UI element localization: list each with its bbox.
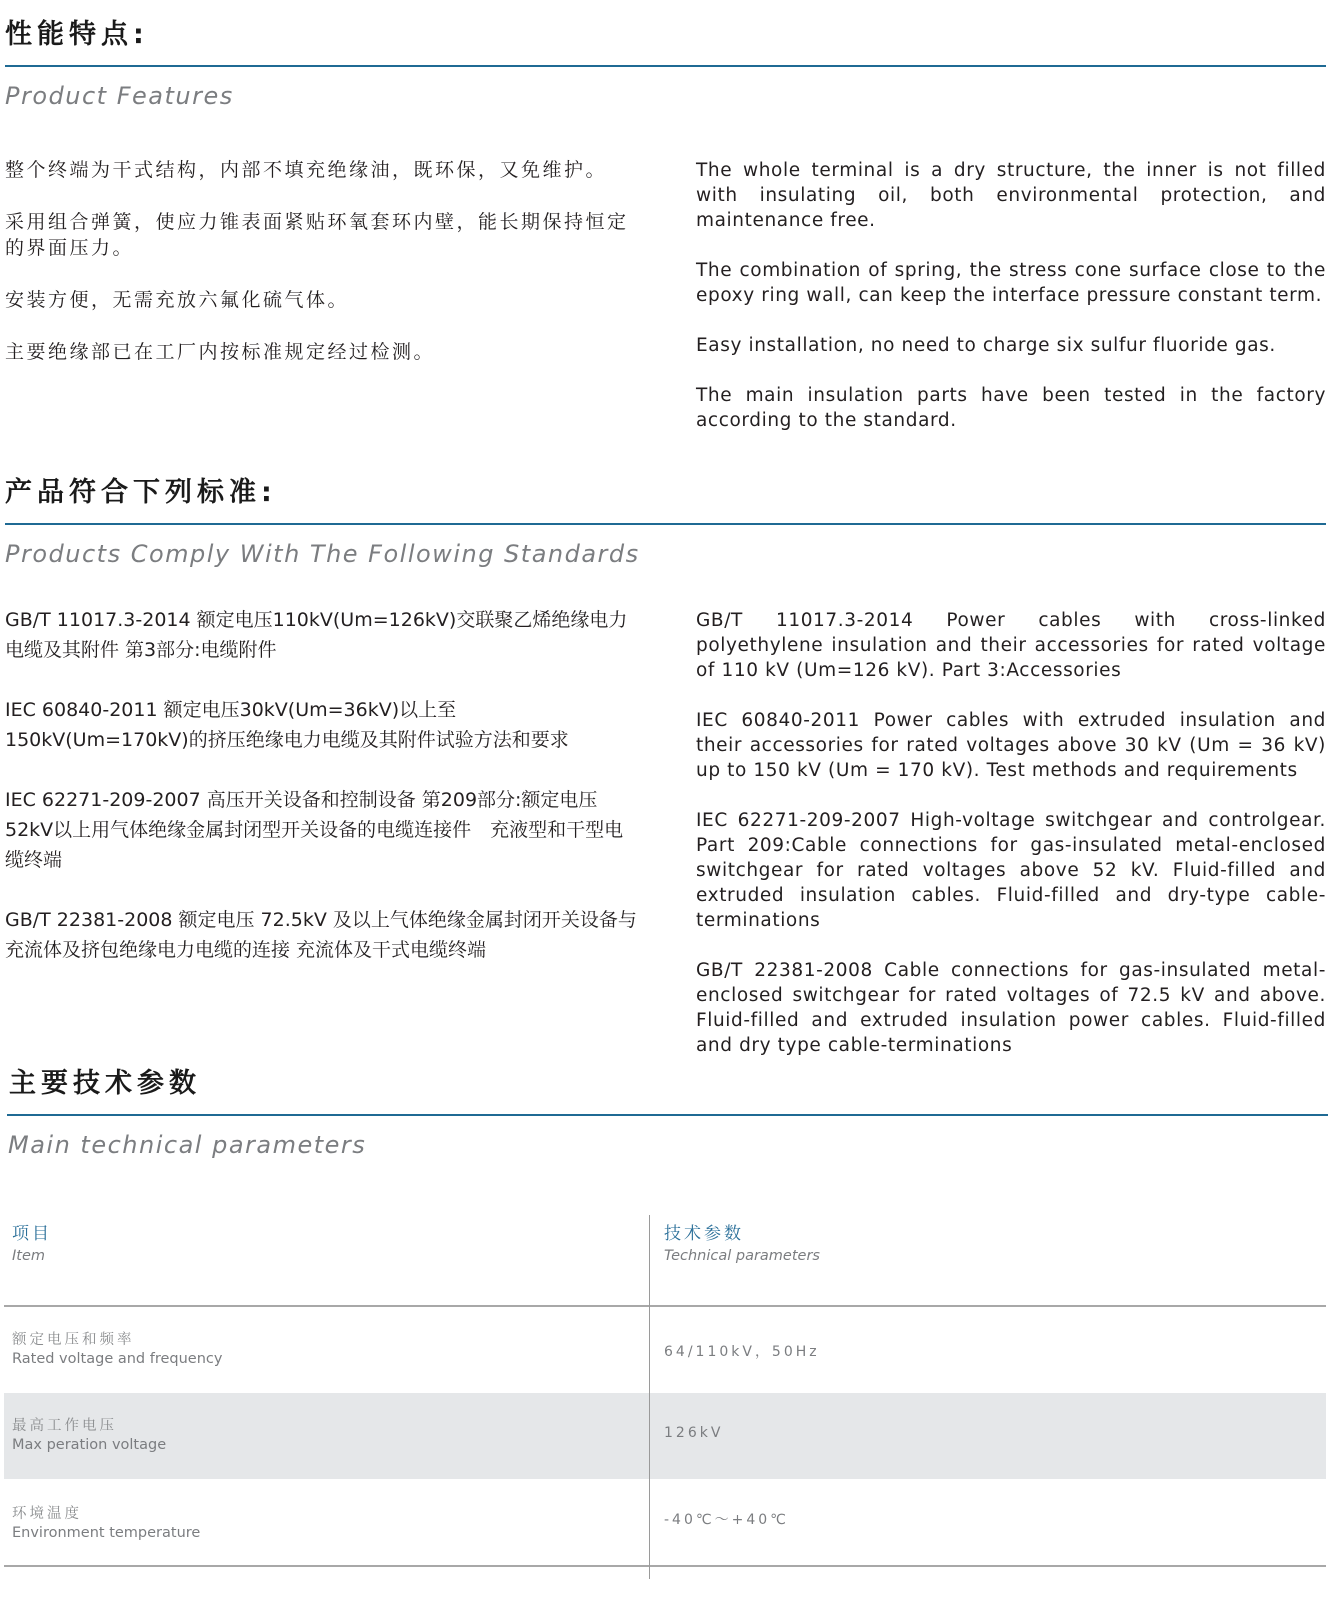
row-item-en: Rated voltage and frequency [12, 1351, 223, 1367]
standard-en-item: GB/T 11017.3-2014 Power cables with cross-linked polyethylene insulation and their accessories for rated voltage of 110 kV (Um=126 kV). Part 3:Accessories [696, 610, 1326, 681]
features-en-item: Easy installation, no need to charge six sulfur fluoride gas. [696, 335, 1276, 356]
standards-heading-en: Products Comply With The Following Standards [5, 540, 640, 568]
table-column-divider [649, 1215, 650, 1579]
params-table [4, 1215, 1326, 1579]
row-item-cell [12, 1417, 166, 1455]
row-item-en: Environment temperature [12, 1525, 201, 1541]
features-cn-item: 主要绝缘部已在工厂内按标准规定经过检测。 [5, 341, 436, 363]
header-item-cn: 项目 [12, 1224, 52, 1244]
header-value-en: Technical parameters [664, 1248, 820, 1264]
row-item-cell [12, 1505, 200, 1543]
standard-cn-item: GB/T 11017.3-2014 额定电压110kV(Um=126kV)交联聚乙烯绝缘电力电缆及其附件 第3部分:电缆附件 [5, 609, 628, 661]
standards-cn-list [5, 605, 638, 995]
row-item-cn: 最高工作电压 [12, 1418, 117, 1434]
features-cn-item: 安装方便，无需充放六氟化硫气体。 [5, 289, 350, 311]
features-heading-en: Product Features [5, 82, 234, 110]
header-item-cell [12, 1223, 52, 1267]
table-header-row [4, 1215, 1326, 1305]
standard-cn-item: IEC 60840-2011 额定电压30kV(Um=36kV)以上至150kV(Um=170kV)的挤压绝缘电力电缆及其附件试验方法和要求 [5, 699, 569, 751]
params-heading-en: Main technical parameters [8, 1131, 367, 1159]
row-item-cn: 环境温度 [12, 1506, 82, 1522]
row-item-cell [12, 1331, 222, 1369]
features-divider [5, 65, 1326, 67]
standards-heading-cn: 产品符合下列标准: [5, 477, 277, 508]
row-value: 126kV [664, 1425, 724, 1441]
standards-divider [5, 523, 1326, 525]
standards-en-list [696, 608, 1326, 1083]
table-bottom-border [4, 1565, 1326, 1567]
table-row [4, 1307, 1326, 1393]
features-en-item: The main insulation parts have been tested in the factory according to the standard. [696, 385, 1326, 431]
features-cn-item: 整个终端为干式结构，内部不填充绝缘油，既环保，又免维护。 [5, 159, 608, 181]
standard-en-item: IEC 60840-2011 Power cables with extruded insulation and their accessories for rated voltages above 30 kV (Um = 36 kV) up to 150 kV (Um = 170 kV). Test methods and requirements [696, 710, 1326, 781]
header-value-cn: 技术参数 [664, 1224, 744, 1244]
standard-cn-item: GB/T 22381-2008 额定电压 72.5kV 及以上气体绝缘金属封闭开关设备与充流体及挤包绝缘电力电缆的连接 充流体及干式电缆终端 [5, 909, 637, 961]
standard-en-item: GB/T 22381-2008 Cable connections for gas-insulated metal-enclosed switchgear for rated voltages of 72.5 kV and above. Fluid-filled and extruded insulation power cables. Fluid-filled and dry type cable-terminations [696, 960, 1326, 1056]
features-en-list [696, 158, 1326, 458]
row-value: 64/110kV，50Hz [664, 1344, 820, 1360]
row-item-cn: 额定电压和频率 [12, 1332, 135, 1348]
header-item-en: Item [12, 1248, 46, 1264]
features-en-item: The combination of spring, the stress cone surface close to the epoxy ring wall, can keep the interface pressure constant term. [696, 260, 1326, 306]
features-en-item: The whole terminal is a dry structure, the inner is not filled with insulating oil, both environmental protection, and maintenance free. [696, 160, 1326, 231]
params-divider [7, 1114, 1328, 1116]
header-value-cell [664, 1223, 820, 1267]
table-row [4, 1479, 1326, 1565]
features-heading-cn: 性能特点: [5, 19, 149, 50]
table-row [4, 1393, 1326, 1479]
params-heading-cn: 主要技术参数 [9, 1068, 201, 1099]
standard-en-item: IEC 62271-209-2007 High-voltage switchgear and controlgear. Part 209:Cable connections for gas-insulated metal-enclosed switchgear for rated voltages above 52 kV. Fluid-filled and extruded insulation cables. Fluid-filled and dry-type cable-terminations [696, 810, 1326, 931]
row-value: -40℃～+40℃ [664, 1512, 789, 1528]
features-cn-list [5, 157, 638, 391]
standard-cn-item: IEC 62271-209-2007 高压开关设备和控制设备 第209部分:额定电压52kV以上用气体绝缘金属封闭型开关设备的电缆连接件 充液型和干型电缆终端 [5, 789, 624, 871]
row-item-en: Max peration voltage [12, 1437, 167, 1453]
features-cn-item: 采用组合弹簧，使应力锥表面紧贴环氧套环内壁，能长期保持恒定的界面压力。 [5, 211, 629, 259]
